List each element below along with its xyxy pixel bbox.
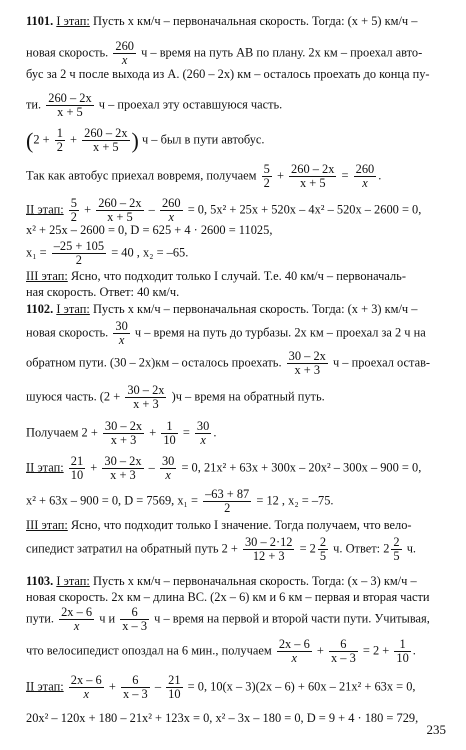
text: = 40 , x₂ = –65. (111, 245, 189, 260)
text: пути. (26, 611, 54, 626)
text: . (213, 425, 217, 440)
fraction: $\frac{-25 + 105}{2}$ (53, 239, 105, 267)
fraction: $\frac{30}{x}$ (161, 454, 175, 482)
text: Пусть x км/ч – первоначальная скорость. Тогда: (x + 5) км/ч – (92, 14, 418, 28)
fraction: $\frac{260}{x}$ (161, 196, 181, 224)
text: = 2 + (362, 643, 390, 658)
p1102-line-2 (26, 320, 426, 347)
p1102-line-9 (26, 536, 416, 563)
fraction: $\frac{1}{10}$ (163, 419, 176, 447)
text: + (316, 643, 324, 658)
p1102-line-5 (26, 420, 216, 447)
p1103-line-4 (26, 638, 416, 665)
p1102-line-1 (26, 302, 417, 317)
text: – (148, 202, 155, 217)
text: + (276, 168, 284, 183)
fraction: $\frac{30 - 2x}{x + 3}$ (288, 349, 326, 377)
text: = 0, 10(x – 3)(2x – 6) + 60x – 21x² + 63x = 0, (187, 679, 416, 694)
text: ч и (99, 611, 116, 626)
fraction: $\frac{30 - 2x}{x + 3}$ (104, 419, 143, 447)
p1101-line-10 (26, 269, 406, 284)
page-number: 235 (426, 722, 446, 737)
text: шуюся часть. (2 + (26, 389, 121, 404)
text: ч. Ответ: 2 (333, 541, 390, 556)
stage-label: II этап: (26, 679, 64, 694)
text: что велосипедист опоздал на 6 мин., получаем (26, 643, 272, 658)
p1103-line-3 (26, 606, 430, 633)
stage-label: III этап: (26, 269, 68, 283)
text: Ясно, что подходит только I значение. Тогда получаем, что вело- (70, 518, 412, 532)
text: )ч – время на обратный путь. (171, 389, 325, 404)
fraction: $\frac{6}{x - 3}$ (331, 637, 356, 665)
fraction: $\frac{260}{x}$ (115, 39, 134, 67)
text: новая скорость. (26, 45, 109, 60)
p1101-line-4 (26, 92, 282, 119)
text: – (154, 679, 162, 694)
fraction: $\frac{30}{x}$ (115, 319, 128, 347)
p1103-line-5 (26, 674, 416, 701)
p1103-line-1 (26, 574, 417, 589)
fraction: $\frac{1}{2}$ (56, 126, 63, 154)
fraction: $\frac{30 - 2x}{x + 3}$ (104, 454, 142, 482)
text: = 2 (299, 541, 316, 556)
text: Получаем 2 + (26, 425, 98, 440)
p1101-line-9 (26, 240, 188, 267)
fraction: $\frac{260 - 2x}{x + 5}$ (84, 126, 128, 154)
problem-number: 1103. (26, 574, 54, 588)
text: ч – время на путь до турбазы. 2x км – проехал за 2 ч на (134, 325, 426, 340)
stage-label: III этап: (26, 518, 68, 532)
text: – (148, 460, 155, 475)
text: Ясно, что подходит только I случай. Т.е. 40 км/ч – первоначаль- (70, 269, 406, 283)
text: . (378, 168, 382, 183)
stage-label: II этап: (26, 202, 64, 217)
p1101-line-5: (2 + $\frac{1}{2}$ + $\frac{260 - 2x}{x + 5}$ ) ч – был в пути автобус. (26, 126, 265, 154)
text: ч – проехал эту оставшуюся часть. (98, 97, 283, 112)
fraction: $\frac{260}{x}$ (355, 162, 375, 190)
text: = 0, 5x² + 25x + 520x – 4x² – 520x – 2600 = 0, (187, 202, 422, 217)
text: = 0, 21x² + 63x + 300x – 20x² – 300x – 900 = 0, (181, 460, 422, 475)
text: + (84, 202, 92, 217)
text: ти. (26, 97, 42, 112)
stage-label: I этап: (56, 302, 90, 316)
text: обратном пути. (30 – 2x)км – осталось проехать. (26, 355, 282, 370)
fraction: $\frac{5}{2}$ (263, 162, 270, 190)
p1101-line-8: x² + 25x – 2600 = 0, D = 625 + 4 · 2600 = 11025, (26, 223, 273, 237)
text: Пусть x км/ч – первоначальная скорость. Тогда: (x + 3) км/ч – (92, 302, 418, 316)
fraction: $\frac{260 - 2x}{x + 5}$ (48, 91, 92, 119)
p1101-line-3: бус за 2 ч после выхода из А. (260 – 2x) км – осталось проехать до конца пу- (26, 67, 430, 81)
p1101-line-6 (26, 163, 381, 190)
fraction: $\frac{2x - 6}{x}$ (61, 605, 93, 633)
text: + (149, 425, 157, 440)
text: ч – время на путь АВ по плану. 2x км – проехал авто- (141, 45, 423, 60)
fraction: $\frac{5}{2}$ (70, 196, 77, 224)
text: + (108, 679, 116, 694)
fraction: $\frac{6}{x - 3}$ (122, 673, 148, 701)
text: + (90, 460, 98, 475)
fraction: $\frac{30 - 2\cdot 12}{12 + 3}$ (244, 535, 293, 563)
stage-label: I этап: (56, 14, 90, 28)
p1102-line-8 (26, 518, 412, 533)
fraction: $\frac{6}{x - 3}$ (122, 605, 148, 633)
text: x₁ = (26, 245, 47, 260)
fraction: $\frac{260 - 2x}{x + 5}$ (98, 196, 142, 224)
p1102-line-6 (26, 455, 421, 482)
text: = (182, 425, 190, 440)
fraction: $\frac{30 - 2x}{x + 3}$ (127, 383, 165, 411)
p1101-line-11: ная скорость. Ответ: 40 км/ч. (26, 285, 180, 299)
text: x² + 63x – 900 = 0, D = 7569, (26, 493, 175, 508)
p1102-line-7 (26, 488, 334, 515)
text: ч – был в пути автобус. (141, 132, 265, 147)
fraction: $\frac{260 - 2x}{x + 5}$ (291, 162, 335, 190)
p1101-line-2 (26, 40, 422, 67)
text: новая скорость. (26, 325, 109, 340)
p1101-line-1 (26, 14, 417, 29)
text: = (341, 168, 349, 183)
text: ч. (406, 541, 417, 556)
text: ч – проехал остав- (332, 355, 431, 370)
text: ч – время на первой и второй части пути. Учитывая, (154, 611, 430, 626)
text: 2 + (33, 132, 50, 147)
problem-number: 1101. (26, 14, 54, 28)
p1101-line-7 (26, 197, 421, 224)
p1103-line-2: новая скорость. 2x км – длина ВС. (2x – 6) км и 6 км – первая и вторая части (26, 590, 430, 604)
fraction: $\frac{2}{5}$ (393, 535, 400, 563)
fraction: $\frac{21}{10}$ (70, 454, 84, 482)
fraction: $\frac{2x - 6}{x}$ (70, 673, 102, 701)
p1102-line-4 (26, 384, 325, 411)
p1103-line-6: 20x² – 120x + 180 – 21x² + 123x = 0, x² – 3x – 180 = 0, D = 9 + 4 · 180 = 729, (26, 711, 419, 725)
text: . (412, 643, 416, 658)
problem-number: 1102. (26, 302, 54, 316)
text: + (70, 132, 78, 147)
stage-label: II этап: (26, 460, 64, 475)
text: = 12 , x₂ = –75. (256, 493, 334, 508)
fraction: $\frac{2x - 6}{x}$ (278, 637, 310, 665)
fraction: $\frac{30}{x}$ (196, 419, 210, 447)
fraction: $\frac{2}{5}$ (319, 535, 327, 563)
fraction: $\frac{21}{10}$ (168, 673, 181, 701)
text: Так как автобус приехал вовремя, получаем (26, 168, 257, 183)
text: x₁ = (177, 493, 198, 508)
text: сипедист затратил на обратный путь 2 + (26, 541, 238, 556)
stage-label: I этап: (56, 574, 90, 588)
p1102-line-3 (26, 350, 430, 377)
fraction: $\frac{1}{10}$ (396, 637, 409, 665)
text: Пусть x км/ч – первоначальная скорость. Тогда: (x – 3) км/ч – (92, 574, 417, 588)
fraction: $\frac{-63 + 87}{2}$ (205, 487, 250, 515)
